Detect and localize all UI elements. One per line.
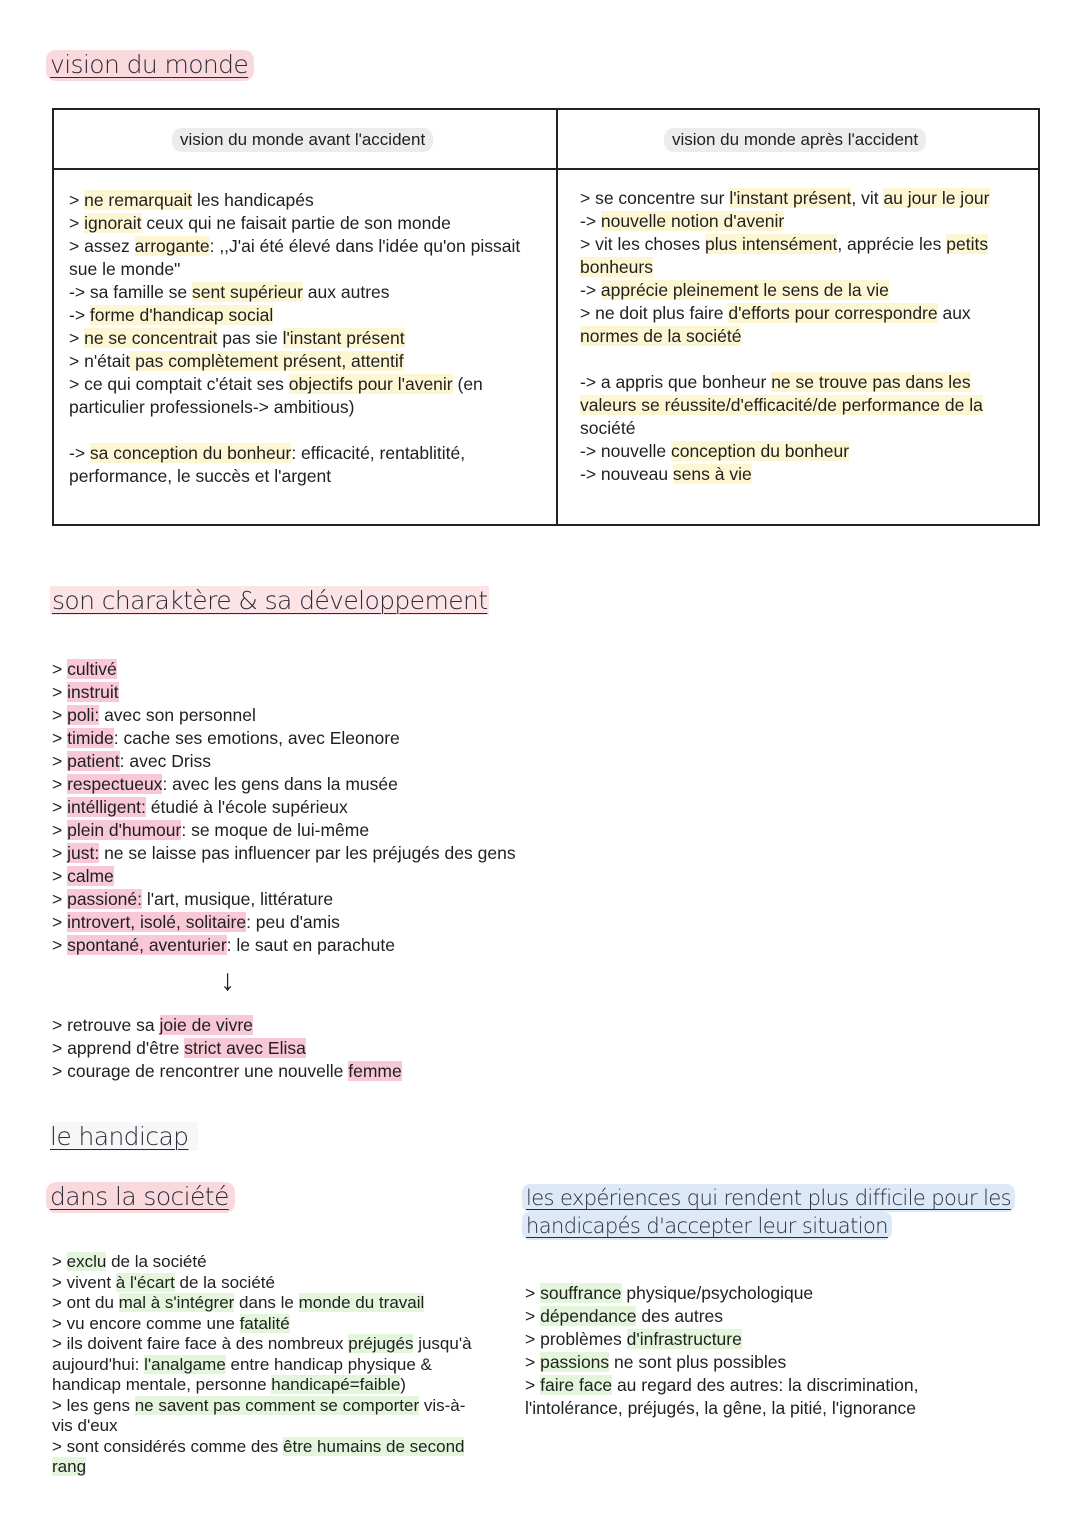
trait-item: > timide: cache ses emotions, avec Eleonore (52, 728, 400, 748)
table-header-divider (54, 168, 1038, 170)
trait-item: > calme (52, 866, 114, 886)
trait-item: > plein d'humour: se moque de lui-même (52, 820, 370, 840)
trait-item: > spontané, aventurier: le saut en parachute (52, 935, 395, 955)
experiences-list: > souffrance physique/psychologique > dépendance des autres > problèmes d'infrastructure > passions ne sont plus possibles > faire face au regard des autres: la discrimination, l'intolérance, préjugés, la gêne, la pitié, l'ignorance (525, 1283, 919, 1418)
experiences-subtitle: les expériences qui rendent plus difficile pour les (522, 1184, 1015, 1212)
vision-section-title: vision du monde (46, 50, 254, 81)
trait-item: > patient: avec Driss (52, 751, 212, 771)
table-column-divider (556, 110, 558, 524)
traits-list (52, 658, 572, 957)
trait-item: > instruit (52, 682, 119, 702)
character-section-title: son charaktère & sa développement (52, 586, 488, 615)
society-list: > exclu de la société > vivent à l'écart de la société > ont du mal à s'intégrer dans le monde du travail > vu encore comme une fatalité > ils doivent faire face à des nombreux préjugés jusqu'à aujourd'hui: l'analgame entre handicap physique & handicap mentale, personne handicapé=faible) > les gens ne savent pas comment se comporter vis-à- vis d'eux > sont considérés comme des être humains de second rang (52, 1252, 472, 1476)
table-cell-before: > ne remarquait les handicapés > ignorait ceux qui ne faisait partie de son monde > assez arrogante: ,,J'ai été élevé dans l'idée qu'on pissait sue le monde" -> sa famille se sent supérieur aux autres -> forme d'handicap social > ne se concentrait pas sie l'instant présent > n'était pas complètement présent, attentif > ce qui comptait c'était ses objectifs pour l'avenir (en particulier professionels-> ambitious) -> sa conception du bonheur: efficacité, rentablitité, performance, le succès et l'argent (69, 190, 521, 486)
table-header-after: vision du monde après l'accident (664, 128, 926, 152)
trait-item: > passioné: l'art, musique, littérature (52, 889, 334, 909)
arrow-down-icon: ↓ (220, 964, 235, 997)
trait-item: > respectueux: avec les gens dans la musée (52, 774, 398, 794)
handicap-section-title: le handicap (50, 1122, 198, 1151)
table-header-before: vision du monde avant l'accident (172, 128, 433, 152)
trait-item: > cultivé (52, 659, 117, 679)
trait-item: > poli: avec son personnel (52, 705, 256, 725)
experiences-subtitle-line2: handicapés d'accepter leur situation (522, 1212, 892, 1240)
development-item: > apprend d'être strict avec Elisa (52, 1038, 306, 1058)
trait-item: > just: ne se laisse pas influencer par les préjugés des gens (52, 843, 516, 863)
development-item: > retrouve sa joie de vivre (52, 1015, 253, 1035)
trait-item: > intélligent: étudié à l'école supérieux (52, 797, 348, 817)
table-cell-after: > se concentre sur l'instant présent, vit au jour le jour -> nouvelle notion d'avenir > vit les choses plus intensément, apprécie les petits bonheurs -> apprécie pleinement le sens de la vie > ne doit plus faire d'efforts pour correspondre aux normes de la société -> a appris que bonheur ne se trouve pas dans les valeurs se réussite/d'efficacité/de performance de la société -> nouvelle conception du bonheur -> nouveau sens à vie (580, 188, 990, 484)
development-item: > courage de rencontrer une nouvelle femme (52, 1061, 402, 1081)
development-list (52, 1014, 572, 1083)
vision-comparison-table (52, 108, 1040, 526)
society-subtitle: dans la société (46, 1182, 235, 1213)
trait-item: > introvert, isolé, solitaire: peu d'amis (52, 912, 340, 932)
